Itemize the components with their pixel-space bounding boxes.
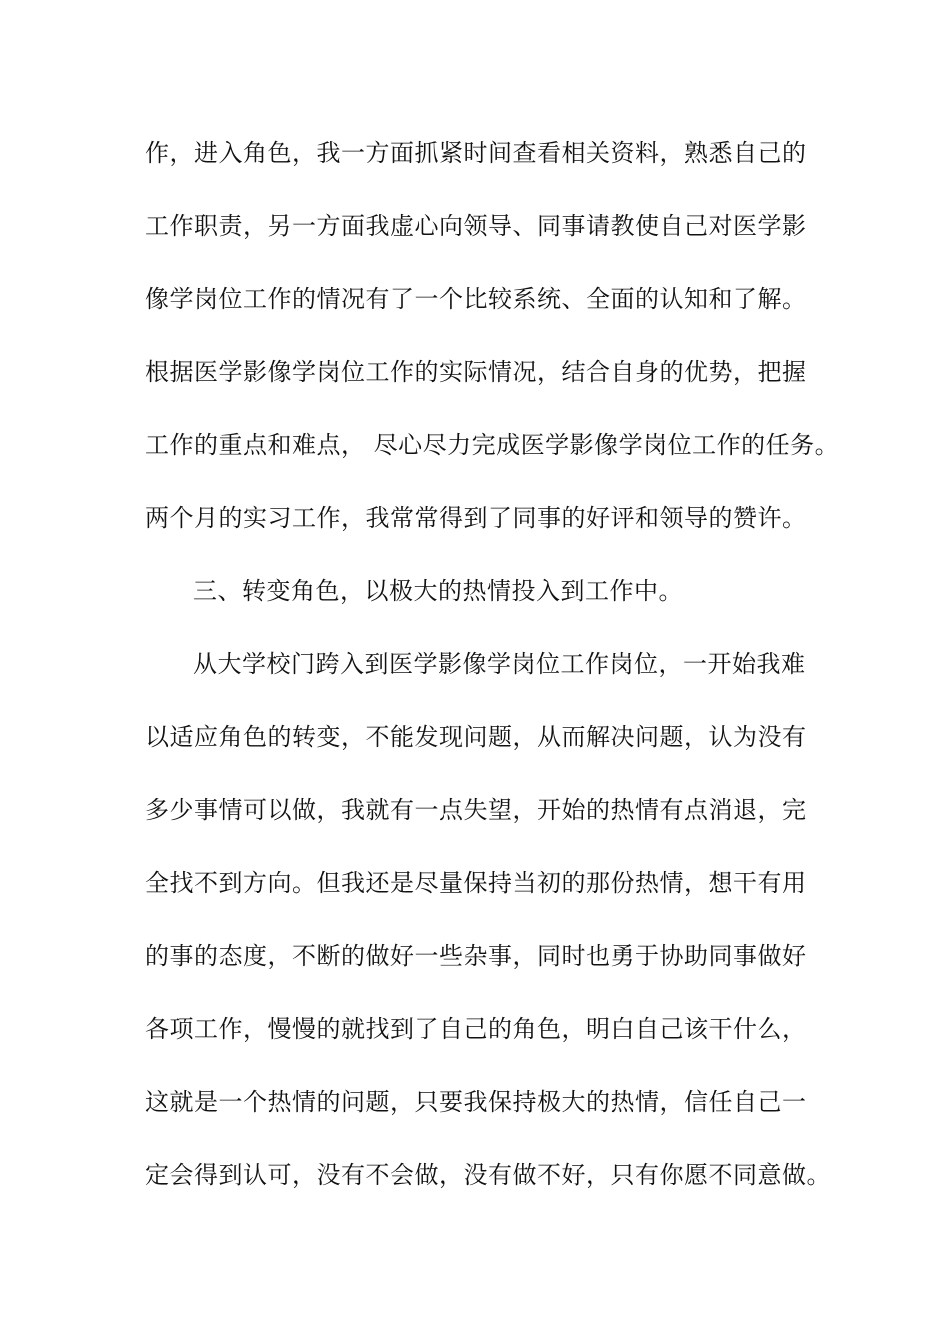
section-heading: 三、转变角色，以极大的热情投入到工作中。	[193, 577, 683, 605]
text-line: 像学岗位工作的情况有了一个比较系统、全面的认知和了解。	[145, 285, 807, 313]
text-line: 各项工作，慢慢的就找到了自己的角色，明白自己该干什么，	[145, 1015, 807, 1043]
text-line: 这就是一个热情的问题，只要我保持极大的热情，信任自己一	[145, 1088, 807, 1116]
text-line: 两个月的实习工作，我常常得到了同事的好评和领导的赞许。	[145, 504, 807, 532]
text-line: 定会得到认可，没有不会做，没有做不好，只有你愿不同意做。	[145, 1161, 831, 1189]
text-line: 工作的重点和难点， 尽心尽力完成医学影像学岗位工作的任务。	[145, 431, 840, 459]
text-line: 根据医学影像学岗位工作的实际情况，结合自身的优势，把握	[145, 358, 807, 386]
text-line: 作，进入角色，我一方面抓紧时间查看相关资料，熟悉自己的	[145, 139, 807, 167]
text-line: 的事的态度，不断的做好一些杂事，同时也勇于协助同事做好	[145, 942, 807, 970]
text-line: 从大学校门跨入到医学影像学岗位工作岗位，一开始我难	[193, 650, 806, 678]
text-line: 全找不到方向。但我还是尽量保持当初的那份热情，想干有用	[145, 869, 807, 897]
text-line: 工作职责，另一方面我虚心向领导、同事请教使自己对医学影	[145, 212, 807, 240]
text-line: 以适应角色的转变，不能发现问题，从而解决问题，认为没有	[145, 723, 807, 751]
text-line: 多少事情可以做，我就有一点失望，开始的热情有点消退，完	[145, 796, 807, 824]
